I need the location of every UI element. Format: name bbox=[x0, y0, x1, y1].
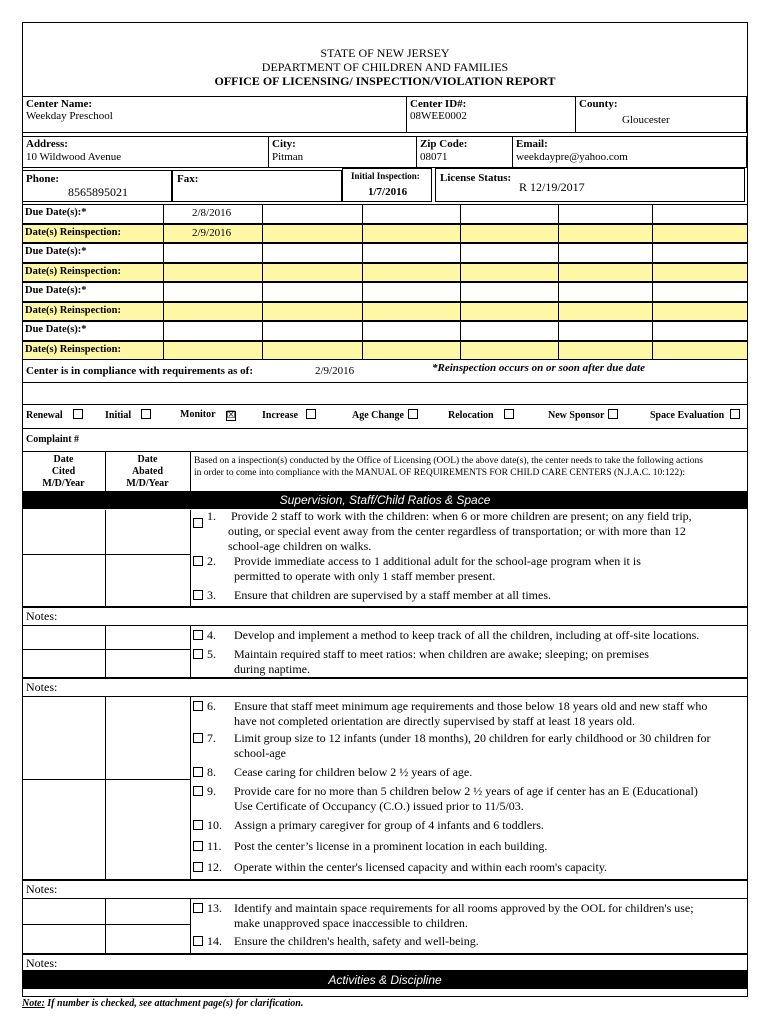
date-row bbox=[22, 204, 748, 224]
date-row bbox=[22, 341, 748, 361]
violation-text-line: Limit group size to 12 infants (under 18 months), 20 children for early childhood or 30 children for bbox=[234, 731, 711, 745]
date-row-label: Date(s) Reinspection: bbox=[25, 265, 121, 277]
reinspection-note: *Reinspection occurs on or soon after due date bbox=[432, 362, 645, 374]
date-row bbox=[22, 263, 748, 283]
violation-checkbox[interactable] bbox=[193, 630, 203, 640]
date-row bbox=[22, 321, 748, 341]
notes-label: Notes: bbox=[26, 609, 58, 623]
violation-text-line: Identify and maintain space requirements for all rooms approved by the OOL for children's use; bbox=[234, 901, 694, 915]
violation-text-line: Provide care for no more than 5 children below 2 ½ years of age if center has an E (Educational) bbox=[234, 784, 698, 798]
violation-item bbox=[193, 839, 748, 854]
violation-number: 12. bbox=[207, 860, 222, 874]
county-value[interactable]: Gloucester bbox=[622, 114, 670, 126]
zip-label: Zip Code: bbox=[420, 138, 468, 150]
violation-checkbox[interactable] bbox=[193, 862, 203, 872]
date-cited-l1: Date bbox=[53, 454, 74, 465]
violation-text-line: during naptime. bbox=[234, 662, 310, 676]
violation-item bbox=[193, 731, 748, 761]
intro-text bbox=[194, 455, 746, 479]
date-row-label: Date(s) Reinspection: bbox=[25, 304, 121, 316]
monitor-checkbox[interactable]: ☒ bbox=[226, 410, 236, 421]
violation-text-line: Maintain required staff to meet ratios: when children are awake; sleeping; on premises bbox=[234, 647, 649, 661]
date-row-label: Due Date(s):* bbox=[25, 246, 87, 257]
date-row-value[interactable]: 2/9/2016 bbox=[192, 226, 232, 239]
violation-number: 10. bbox=[207, 818, 222, 832]
violation-item bbox=[193, 765, 748, 780]
violation-number: 8. bbox=[207, 765, 216, 779]
violation-text-line: school-age children on walks. bbox=[228, 539, 372, 553]
date-cited-l3: M/D/Year bbox=[42, 478, 85, 489]
date-row-label: Date(s) Reinspection: bbox=[25, 226, 121, 238]
violation-item bbox=[193, 647, 748, 677]
monitor-label: Monitor bbox=[180, 409, 216, 420]
footer-note bbox=[22, 998, 303, 1009]
initial-inspection-label: Initial Inspection: bbox=[351, 171, 420, 181]
license-status-value[interactable]: R 12/19/2017 bbox=[519, 180, 585, 194]
violation-item bbox=[193, 934, 748, 949]
zip-value[interactable]: 08071 bbox=[420, 151, 448, 163]
date-abated-l2: Abated bbox=[131, 466, 164, 477]
compliance-date[interactable]: 2/9/2016 bbox=[315, 365, 355, 377]
violation-checkbox[interactable] bbox=[193, 820, 203, 830]
violation-text-line: Use Certificate of Occupancy (C.O.) issued prior to 11/5/03. bbox=[234, 799, 524, 813]
date-row-label: Due Date(s):* bbox=[25, 324, 87, 335]
date-row bbox=[22, 243, 748, 263]
complaint-label: Complaint # bbox=[26, 434, 80, 445]
fax-label: Fax: bbox=[177, 173, 199, 185]
date-row-label: Due Date(s):* bbox=[25, 285, 87, 296]
renewal-checkbox[interactable] bbox=[73, 409, 83, 419]
violation-item bbox=[193, 554, 748, 584]
violation-checkbox[interactable] bbox=[193, 936, 203, 946]
inspection-type-monitor[interactable] bbox=[180, 409, 236, 421]
initial-checkbox[interactable] bbox=[141, 409, 151, 419]
violation-item bbox=[193, 784, 748, 814]
section-supervision-bar: Supervision, Staff/Child Ratios & Space bbox=[22, 491, 748, 509]
notes-row[interactable] bbox=[22, 678, 748, 697]
center-name-label: Center Name: bbox=[26, 98, 93, 110]
space-evaluation-checkbox[interactable] bbox=[730, 409, 740, 419]
violation-item bbox=[193, 588, 748, 603]
violation-text-line: Ensure the children's health, safety and well-being. bbox=[234, 934, 479, 948]
phone-value[interactable]: 8565895021 bbox=[68, 185, 128, 199]
date-row bbox=[22, 224, 748, 244]
inspection-type-relocation[interactable] bbox=[448, 409, 514, 421]
violation-item bbox=[193, 509, 748, 554]
violation-item bbox=[193, 699, 748, 729]
violation-checkbox[interactable] bbox=[193, 841, 203, 851]
violation-checkbox[interactable] bbox=[193, 786, 203, 796]
space-evaluation-label: Space Evaluation bbox=[650, 410, 725, 421]
violation-number: 14. bbox=[207, 934, 222, 948]
email-value[interactable]: weekdaypre@yahoo.com bbox=[516, 151, 628, 163]
email-label: Email: bbox=[516, 138, 548, 150]
inspection-type-space-evaluation[interactable] bbox=[650, 409, 740, 421]
violation-number: 6. bbox=[207, 699, 216, 713]
violation-text-line: Provide immediate access to 1 additional adult for the school-age program when it is bbox=[234, 554, 641, 568]
relocation-checkbox[interactable] bbox=[504, 409, 514, 419]
date-cited-header bbox=[22, 454, 105, 490]
header-state: STATE OF NEW JERSEY bbox=[320, 46, 450, 60]
date-cited-l2: Cited bbox=[51, 466, 76, 477]
date-abated-header bbox=[105, 454, 190, 490]
center-id-value[interactable]: 08WEE0002 bbox=[410, 110, 467, 122]
violation-text-line: school-age bbox=[234, 746, 286, 760]
inspection-type-initial[interactable] bbox=[105, 409, 151, 421]
notes-label: Notes: bbox=[26, 680, 58, 694]
inspection-type-age-change[interactable] bbox=[352, 409, 418, 421]
increase-label: Increase bbox=[262, 410, 298, 421]
violation-item bbox=[193, 818, 748, 833]
violation-text-line: Operate within the center's licensed capacity and within each room's capacity. bbox=[234, 860, 608, 874]
violation-text-line: have not completed orientation are directly supervised by staff at least 18 years old. bbox=[234, 714, 635, 728]
increase-checkbox[interactable] bbox=[306, 409, 316, 419]
date-row-value[interactable]: 2/8/2016 bbox=[192, 207, 232, 219]
violation-text-line: Assign a primary caregiver for group of 4 infants and 6 toddlers. bbox=[234, 818, 544, 832]
notes-label: Notes: bbox=[26, 956, 58, 970]
notes-label: Notes: bbox=[26, 882, 58, 896]
violation-number: 3. bbox=[207, 588, 216, 602]
intro-line-1: Based on a inspection(s) conducted by the Office of Licensing (OOL) the above date(s), the center needs to take the following actions bbox=[194, 456, 703, 466]
violation-checkbox[interactable] bbox=[193, 649, 203, 659]
violation-text-line: permitted to operate with only 1 staff member present. bbox=[234, 569, 496, 583]
violation-number: 11. bbox=[207, 839, 222, 853]
date-abated-l1: Date bbox=[137, 454, 158, 465]
violation-checkbox[interactable] bbox=[193, 767, 203, 777]
violation-text-line: make unapproved space inaccessible to children. bbox=[234, 916, 468, 930]
form-header bbox=[22, 46, 748, 88]
header-report-title: OFFICE OF LICENSING/ INSPECTION/VIOLATION REPORT bbox=[214, 74, 556, 88]
violation-number: 4. bbox=[207, 628, 216, 642]
violation-number: 5. bbox=[207, 647, 216, 661]
violation-item bbox=[193, 860, 748, 875]
footer-note-text: If number is checked, see attachment page(s) for clarification. bbox=[44, 998, 304, 1009]
violation-text-line: Provide 2 staff to work with the children: when 6 or more children are present; on any field trip, bbox=[231, 509, 692, 523]
violation-number: 7. bbox=[207, 731, 216, 745]
violation-checkbox[interactable] bbox=[193, 903, 203, 913]
violation-text-line: Cease caring for children below 2 ½ years of age. bbox=[234, 765, 473, 779]
violation-number: 2. bbox=[207, 554, 216, 568]
age-change-checkbox[interactable] bbox=[408, 409, 418, 419]
violation-item bbox=[193, 901, 748, 931]
violation-checkbox[interactable] bbox=[193, 518, 203, 528]
violation-checkbox[interactable] bbox=[193, 590, 203, 600]
violation-checkbox[interactable] bbox=[193, 733, 203, 743]
date-row bbox=[22, 282, 748, 302]
age-change-label: Age Change bbox=[352, 410, 404, 421]
license-status-label: License Status: bbox=[440, 172, 512, 184]
violation-text-line: Ensure that children are supervised by a staff member at all times. bbox=[234, 588, 552, 602]
initial-label: Initial bbox=[105, 410, 132, 421]
relocation-label: Relocation bbox=[448, 410, 494, 421]
footer-note-word: Note: bbox=[22, 998, 45, 1009]
violation-text-line: outing, or special event away from the center regardless of transportation; or with more than 12 bbox=[228, 524, 686, 538]
notes-row[interactable] bbox=[22, 954, 748, 971]
county-label: County: bbox=[579, 98, 618, 110]
date-row bbox=[22, 302, 748, 322]
center-id-label: Center ID#: bbox=[410, 98, 467, 110]
violation-text-line: Post the center’s license in a prominent location in each building. bbox=[234, 839, 548, 853]
violation-number: 9. bbox=[207, 784, 216, 798]
date-row-label: Due Date(s):* bbox=[25, 207, 87, 218]
center-name-value[interactable]: Weekday Preschool bbox=[26, 110, 113, 122]
city-value[interactable]: Pitman bbox=[272, 151, 304, 163]
new-sponsor-checkbox[interactable] bbox=[608, 409, 618, 419]
city-label: City: bbox=[272, 138, 296, 150]
new-sponsor-label: New Sponsor bbox=[548, 410, 605, 421]
violation-checkbox[interactable] bbox=[193, 556, 203, 566]
inspection-type-renewal[interactable] bbox=[26, 409, 83, 421]
violation-item bbox=[193, 628, 748, 643]
compliance-label: Center is in compliance with requirements as of: bbox=[26, 365, 254, 377]
phone-label: Phone: bbox=[26, 173, 59, 185]
date-row-label: Date(s) Reinspection: bbox=[25, 343, 121, 355]
violation-text-line: Ensure that staff meet minimum age requirements and those below 18 years old and new staff who bbox=[234, 699, 708, 713]
header-department: DEPARTMENT OF CHILDREN AND FAMILIES bbox=[261, 60, 509, 74]
violation-checkbox[interactable] bbox=[193, 701, 203, 711]
address-label: Address: bbox=[26, 138, 68, 150]
initial-inspection-value[interactable]: 1/7/2016 bbox=[368, 186, 408, 198]
inspection-type-new-sponsor[interactable] bbox=[548, 409, 618, 421]
violation-number: 13. bbox=[207, 901, 222, 915]
address-row bbox=[22, 136, 747, 168]
address-value[interactable]: 10 Wildwood Avenue bbox=[26, 151, 122, 163]
inspection-type-increase[interactable] bbox=[262, 409, 316, 421]
date-abated-l3: M/D/Year bbox=[126, 478, 169, 489]
violation-text-line: Develop and implement a method to keep track of all the children, including at off-site locations. bbox=[234, 628, 700, 642]
section-activities-bar: Activities & Discipline bbox=[22, 971, 748, 989]
notes-row[interactable] bbox=[22, 607, 748, 626]
intro-line-2: in order to come into compliance with the MANUAL OF REQUIREMENTS FOR CHILD CARE CENTERS (N.J.A.C. 10:122): bbox=[194, 468, 685, 478]
renewal-label: Renewal bbox=[26, 410, 63, 421]
notes-row[interactable] bbox=[22, 880, 748, 899]
violation-number: 1. bbox=[207, 509, 216, 523]
